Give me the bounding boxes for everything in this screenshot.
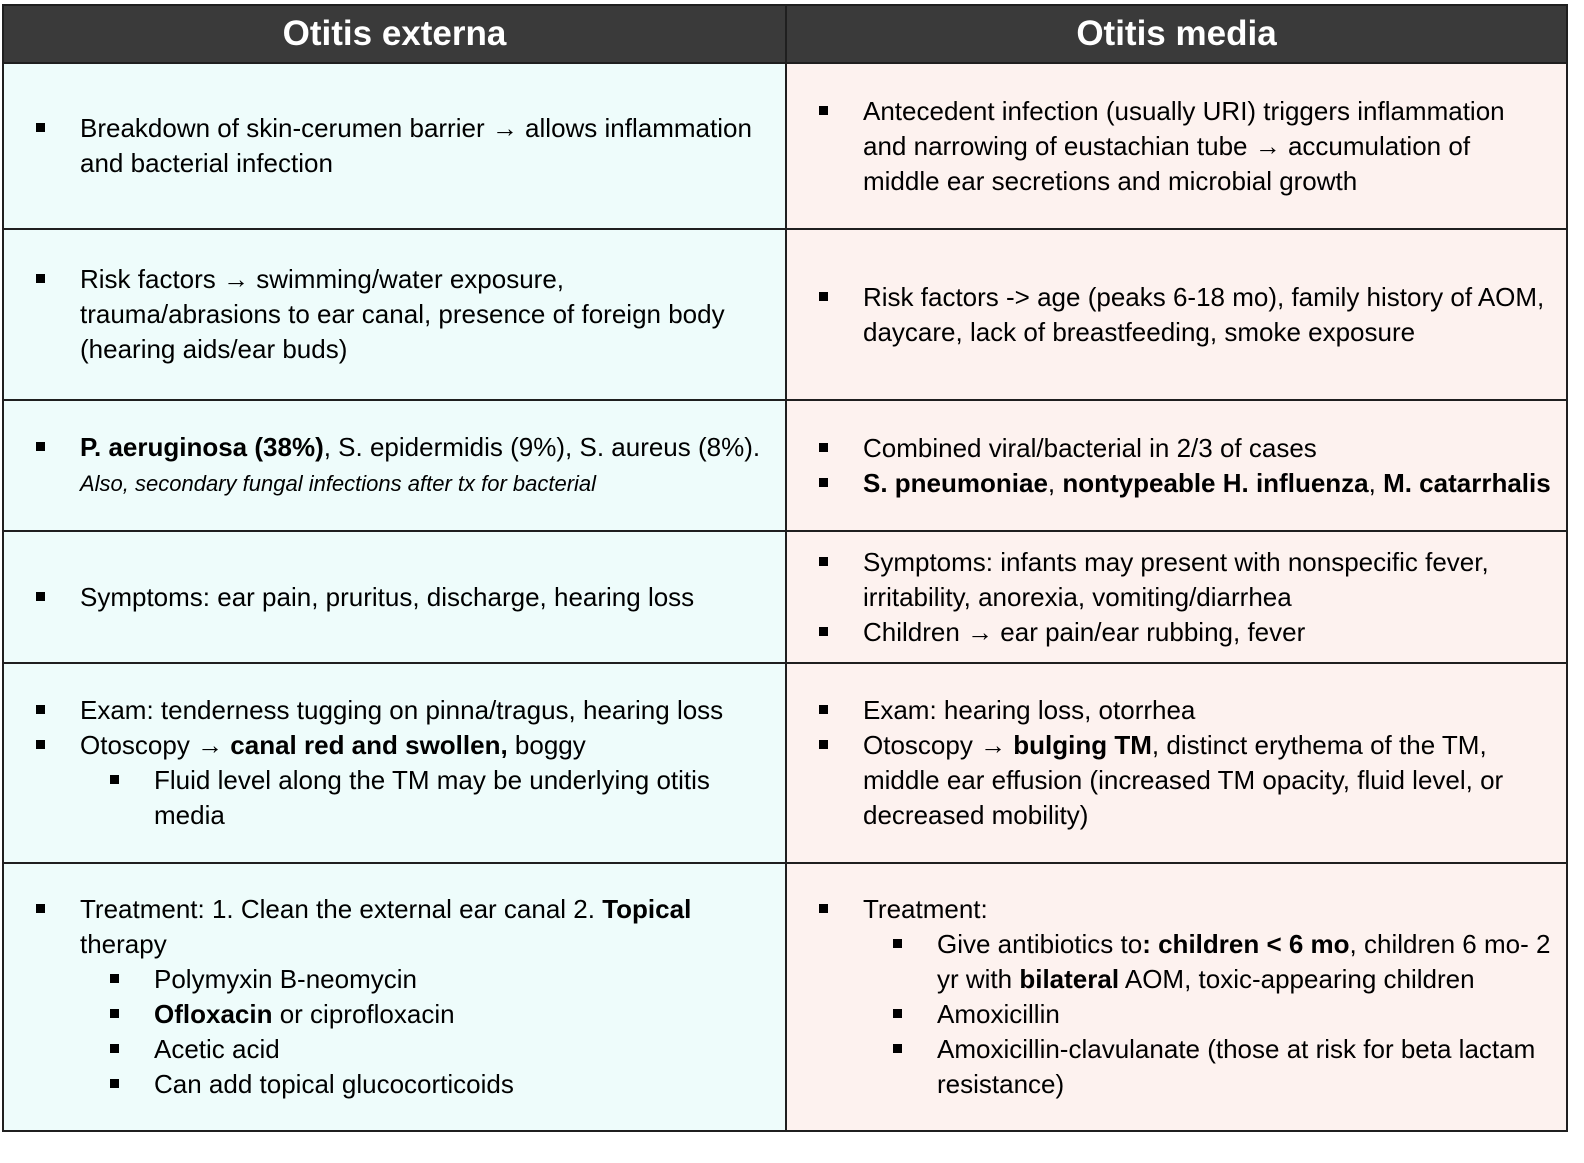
bold-text: Topical xyxy=(602,894,692,924)
header-otitis-media: Otitis media xyxy=(786,5,1567,63)
media-organisms-cell xyxy=(786,400,1567,531)
bullet-item: Risk factors → swimming/water exposure, trauma/abrasions to ear canal, presence of foreign body (hearing aids/ear buds) xyxy=(24,262,771,367)
bold-text: : children < 6 mo xyxy=(1142,929,1350,959)
bold-text: nontypeable H. influenza xyxy=(1062,467,1369,498)
text: , xyxy=(1368,467,1384,498)
bullet-item: Risk factors -> age (peaks 6-18 mo), family history of AOM, daycare, lack of breastfeeding, smoke exposure xyxy=(807,280,1552,350)
bullet-item: Combined viral/bacterial in 2/3 of cases xyxy=(807,431,1552,466)
row-exam xyxy=(3,663,1567,863)
text: , children 6 mo- 2 yr with xyxy=(937,929,1551,994)
bold-text: bulging TM xyxy=(1013,730,1152,760)
row-pathophysiology xyxy=(3,63,1567,229)
italic-note: Also, secondary fungal infections after tx for bacterial xyxy=(80,471,597,496)
sub-bullet-item: Can add topical glucocorticoids xyxy=(24,1067,771,1102)
row-symptoms xyxy=(3,531,1567,663)
media-pathophysiology-cell xyxy=(786,63,1567,229)
bold-text: canal red and swollen, xyxy=(230,730,508,760)
bullet-item xyxy=(24,892,771,962)
bold-text: P. aeruginosa (38%) xyxy=(80,432,324,462)
text: boggy xyxy=(507,730,586,760)
row-organisms xyxy=(3,400,1567,531)
media-exam-cell xyxy=(786,663,1567,863)
row-treatment xyxy=(3,863,1567,1131)
text: Treatment: 1. Clean the external ear canal 2. xyxy=(80,894,603,924)
media-treatment-cell xyxy=(786,863,1567,1131)
bullet-item xyxy=(807,728,1552,833)
row-risk-factors xyxy=(3,229,1567,400)
bullet-item: Treatment: xyxy=(807,892,1552,927)
bullet-item: Exam: tenderness tugging on pinna/tragus, hearing loss xyxy=(24,693,771,728)
text: Otoscopy → xyxy=(80,730,231,760)
header-otitis-externa: Otitis externa xyxy=(3,5,786,63)
text: or ciprofloxacin xyxy=(272,999,455,1029)
bullet-item: Symptoms: infants may present with nonspecific fever, irritability, anorexia, vomiting/diarrhea xyxy=(807,545,1552,615)
bullet-item: Children → ear pain/ear rubbing, fever xyxy=(807,615,1552,650)
bullet-item: Antecedent infection (usually URI) triggers inflammation and narrowing of eustachian tube → accumulation of middle ear secretions and microbial growth xyxy=(807,94,1552,199)
sub-bullet-item: Acetic acid xyxy=(24,1032,771,1067)
media-risk-factors-cell xyxy=(786,229,1567,400)
sub-bullet-item: Fluid level along the TM may be underlying otitis media xyxy=(24,763,771,833)
text: , S. epidermidis (9%), S. aureus (8%). xyxy=(323,432,761,462)
bold-text: bilateral xyxy=(1019,964,1120,994)
text: , xyxy=(1047,467,1063,498)
externa-risk-factors-cell xyxy=(3,229,786,400)
externa-exam-cell xyxy=(3,663,786,863)
bullet-item xyxy=(807,466,1552,501)
externa-pathophysiology-cell xyxy=(3,63,786,229)
bullet-item: Exam: hearing loss, otorrhea xyxy=(807,693,1552,728)
text: Give antibiotics to xyxy=(937,929,1143,959)
sub-bullet-item: Amoxicillin xyxy=(807,997,1552,1032)
bold-text: M. catarrhalis xyxy=(1383,467,1551,498)
bullet-item xyxy=(24,430,771,501)
bold-text: Ofloxacin xyxy=(154,999,273,1029)
sub-bullet-item: Polymyxin B-neomycin xyxy=(24,962,771,997)
text: therapy xyxy=(80,929,167,959)
comparison-table xyxy=(2,4,1568,1132)
externa-treatment-cell xyxy=(3,863,786,1131)
media-symptoms-cell xyxy=(786,531,1567,663)
header-row xyxy=(3,5,1567,63)
bullet-item: Symptoms: ear pain, pruritus, discharge, hearing loss xyxy=(24,580,771,615)
bullet-item xyxy=(24,728,771,763)
sub-bullet-item xyxy=(24,997,771,1032)
text: AOM, toxic-appearing children xyxy=(1119,964,1475,994)
text: Otoscopy → xyxy=(863,730,1014,760)
externa-organisms-cell xyxy=(3,400,786,531)
sub-bullet-item xyxy=(807,927,1552,997)
externa-symptoms-cell xyxy=(3,531,786,663)
sub-bullet-item: Amoxicillin-clavulanate (those at risk for beta lactam resistance) xyxy=(807,1032,1552,1102)
bullet-item: Breakdown of skin-cerumen barrier → allows inflammation and bacterial infection xyxy=(24,111,771,181)
text: , distinct erythema of the TM, middle ear effusion (increased TM opacity, fluid level, or decreased mobility) xyxy=(863,730,1504,830)
bold-text: S. pneumoniae xyxy=(863,467,1048,498)
